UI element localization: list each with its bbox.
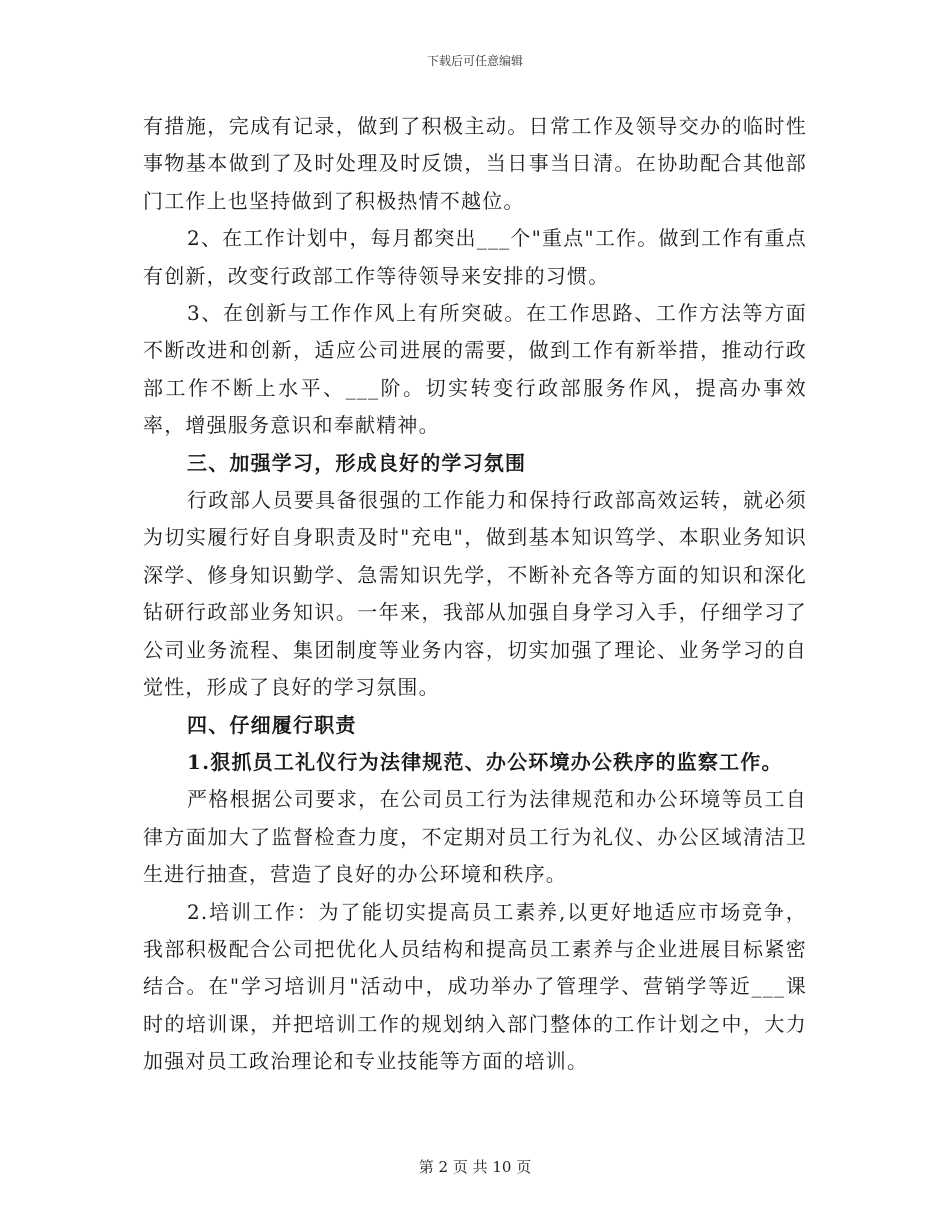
subheading-supervision: 1.狠抓员工礼仪行为法律规范、办公环境办公秩序的监察工作。: [187, 749, 783, 774]
paragraph-supervision: 严格根据公司要求，在公司员工行为法律规范和办公环境等员工自律方面加大了监督检查力度，不定期对员工行为礼仪、办公区域清洁卫生进行抽查，营造了良好的办公环境和秩序。: [143, 787, 807, 887]
paragraph-learning: 行政部人员要具备很强的工作能力和保持行政部高效运转，就必须为切实履行好自身职责及时"充电"，做到基本知识笃学、本职业务知识深学、修身知识勤学、急需知识先学，不断补充各等方面的知识和深化钻研行政部业务知识。一年来，我部从加强自身学习入手，仔细学习了公司业务流程、集团制度等业务内容，切实加强了理论、业务学习的自觉性，形成了良好的学习氛围。: [143, 488, 807, 700]
document-body: [143, 108, 807, 1081]
page-header: 下载后可任意编辑: [426, 54, 523, 68]
page-footer: 第 2 页 共 10 页: [418, 1158, 532, 1176]
paragraph-work-followup: 有措施，完成有记录，做到了积极主动。日常工作及领导交办的临时性事物基本做到了及时处理及时反馈，当日事当日清。在协助配合其他部门工作上也坚持做到了积极热情不越位。: [143, 114, 807, 213]
paragraph-innovation: 3、在创新与工作作风上有所突破。在工作思路、工作方法等方面不断改进和创新，适应公司进展的需要，做到工作有新举措，推动行政部工作不断上水平、___阶。切实转变行政部服务作风，提高办事效率，增强服务意识和奉献精神。: [143, 301, 807, 438]
paragraph-training: 2.培训工作：为了能切实提高员工素养,以更好地适应市场竞争，我部积极配合公司把优化人员结构和提高员工素养与企业进展目标紧密结合。在"学习培训月"活动中，成功举办了管理学、营销学等近___课时的培训课，并把培训工作的规划纳入部门整体的工作计划之中，大力加强对员工政治理论和专业技能等方面的培训。: [143, 899, 807, 1074]
section-heading-duties: 四、仔细履行职责: [187, 712, 357, 737]
section-heading-learning: 三、加强学习，形成良好的学习氛围: [187, 450, 527, 475]
paragraph-key-work: 2、在工作计划中，每月都突出___个"重点"工作。做到工作有重点有创新，改变行政部工作等待领导来安排的习惯。: [143, 226, 807, 288]
